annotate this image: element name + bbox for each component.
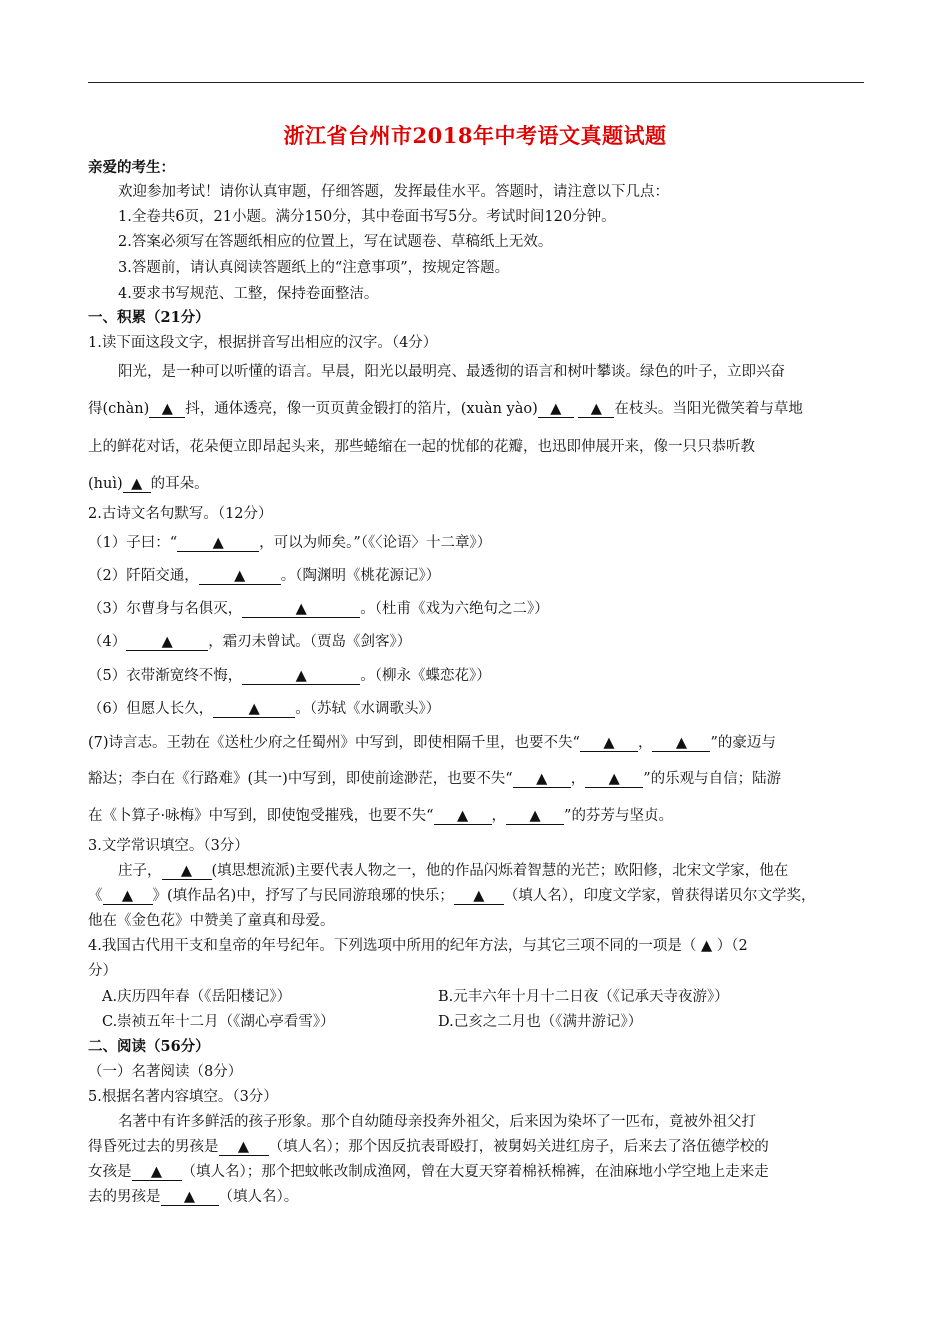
top-rule [88,82,864,83]
answer-blank[interactable]: ▲ [242,601,360,618]
q3-line-2: 《 ▲ 》(填作品名)中，抒写了与民同游琅琊的快乐； ▲ （填人名），印度文学家，曾获得诺贝尔文学奖， [88,888,816,904]
answer-blank[interactable]: ▲ [103,888,153,905]
q5-stem: 5.根据名著内容填空。（3分） [88,1089,278,1105]
q2-item-2: （2）阡陌交通， ▲ 。（陶渊明《桃花源记》） [88,568,441,584]
q2-item-4: （4） ▲ ，霜刃未曾试。（贾岛《剑客》） [88,634,412,650]
answer-blank[interactable]: ▲ [652,735,710,752]
q2-item-1: （1）子曰：“ ▲ ，可以为师矣。”（《〈论语〉十二章》） [88,535,492,551]
q2-item-3: （3）尔曹身与名俱灭， ▲ 。（杜甫《戏为六绝句之二》） [88,601,549,617]
option-a[interactable]: A.庆历四年春（《岳阳楼记》） [102,989,292,1005]
answer-blank[interactable]: ▲ [199,568,281,585]
q1-line-2: 得(chàn) ▲ 抖，通体透亮，像一页页黄金锻打的箔片，(xuàn yào) ▲ ▲ 在枝头。当阳光微笑着与草地 [88,401,803,417]
q1-line-1: 阳光，是一种可以听懂的语言。早晨，阳光以最明亮、最透彻的语言和树叶攀谈。绿色的叶子，立即兴奋 [118,364,785,380]
q1-line-3: 上的鲜花对话，花朵便立即昂起头来，那些蜷缩在一起的忧郁的花瓣，也迅即伸展开来，像一只只恭听教 [88,439,755,455]
answer-blank[interactable]: ▲ [149,401,185,418]
option-d[interactable]: D.己亥之二月也（《满井游记》） [438,1014,643,1030]
section-2-heading: 二、阅读（56分） [88,1038,210,1055]
page-title: 浙江省台州市2018年中考语文真题试题 [283,123,667,148]
q4-stem-tail: 分） [88,963,117,979]
note-1: 1.全卷共6页，21小题。满分150分，其中卷面书写5分。考试时间120分钟。 [118,209,616,225]
answer-blank[interactable]: ▲ [585,771,643,788]
q5-line-2: 得昏死过去的男孩是 ▲ （填人名）；那个因反抗表哥殴打，被舅妈关进红房子，后来去了洛伍德学校的 [88,1139,769,1155]
answer-blank[interactable]: ▲ [242,668,360,685]
q3-line-3: 他在《金色花》中赞美了童真和母爱。 [88,913,335,929]
note-3: 3.答题前，请认真阅读答题纸上的“注意事项”，按规定答题。 [118,260,510,276]
q5-line-3: 女孩是 ▲ （填人名）；那个把蚊帐改制成渔网，曾在大夏天穿着棉袄棉裤，在油麻地小学空地上走来走 [88,1164,769,1180]
answer-blank[interactable]: ▲ [580,735,638,752]
answer-blank[interactable]: ▲ [132,1164,182,1181]
answer-blank[interactable]: ▲ [454,888,504,905]
q2-stem: 2.古诗文名句默写。（12分） [88,506,273,522]
q5-line-4: 去的男孩是 ▲ （填人名）。 [88,1189,299,1205]
answer-blank[interactable]: ▲ [578,401,614,418]
q2-item-6: （6）但愿人长久， ▲ 。（苏轼《水调歌头》） [88,701,441,717]
answer-blank[interactable]: ▲ [126,634,208,651]
section-1-heading: 一、积累（21分） [88,309,210,326]
answer-blank[interactable]: ▲ [162,863,212,880]
option-b[interactable]: B.元丰六年十月十二日夜（《记承天寺夜游》） [438,989,729,1005]
answer-blank[interactable]: ▲ [213,701,295,718]
q2-item-7-line-1: (7)诗言志。王勃在《送杜少府之任蜀州》中写到，即使相隔千里，也要不失“ ▲ ， ▲ ”的豪迈与 [88,735,776,751]
q3-stem: 3.文学常识填空。（3分） [88,838,249,854]
welcome-text: 欢迎参加考试！请你认真审题，仔细答题，发挥最佳水平。答题时，请注意以下几点： [118,184,669,200]
section-2-sub: （一）名著阅读（8分） [88,1064,243,1080]
q5-line-1: 名著中有许多鲜活的孩子形象。那个自幼随母亲投奔外祖父，后来因为染坏了一匹布，竟被外祖父打 [118,1114,756,1130]
answer-blank[interactable]: ▲ [506,808,564,825]
answer-blank[interactable]: ▲ [177,535,259,552]
answer-blank[interactable]: ▲ [434,808,492,825]
q2-item-7-line-2: 豁达；李白在《行路难》(其一)中写到，即使前途渺茫，也要不失“ ▲ ， ▲ ”的乐观与自信；陆游 [88,771,782,787]
answer-blank[interactable]: ▲ [123,476,151,493]
answer-blank[interactable]: ▲ [219,1139,269,1156]
note-4: 4.要求书写规范、工整，保持卷面整洁。 [118,286,379,302]
option-c[interactable]: C.崇祯五年十二月（《湖心亭看雪》） [102,1014,335,1030]
q2-item-7-line-3: 在《卜算子·咏梅》中写到，即使饱受摧残，也要不失“ ▲ ， ▲ ”的芬芳与坚贞。 [88,808,673,824]
q1-stem: 1.读下面这段文字，根据拼音写出相应的汉字。（4分） [88,335,438,351]
answer-blank[interactable]: ▲ [513,771,571,788]
note-2: 2.答案必须写在答题纸相应的位置上，写在试题卷、草稿纸上无效。 [118,234,553,250]
answer-blank[interactable]: ▲ [161,1189,219,1206]
q1-line-4: (huì) ▲ 的耳朵。 [88,476,209,492]
greeting: 亲爱的考生： [88,159,175,176]
q4-stem: 4.我国古代用干支和皇帝的年号纪年。下列选项中所用的纪年方法，与其它三项不同的一项是（ ▲ ）（2 [88,938,748,954]
q3-line-1: 庄子， ▲ (填思想流派)主要代表人物之一，他的作品闪烁着智慧的光芒；欧阳修，北宋文学家，他在 [118,863,789,879]
q2-item-5: （5）衣带渐宽终不悔， ▲ 。（柳永《蝶恋花》） [88,668,491,684]
answer-blank[interactable]: ▲ [538,401,574,418]
answer-slot[interactable]: ▲ [700,938,713,954]
